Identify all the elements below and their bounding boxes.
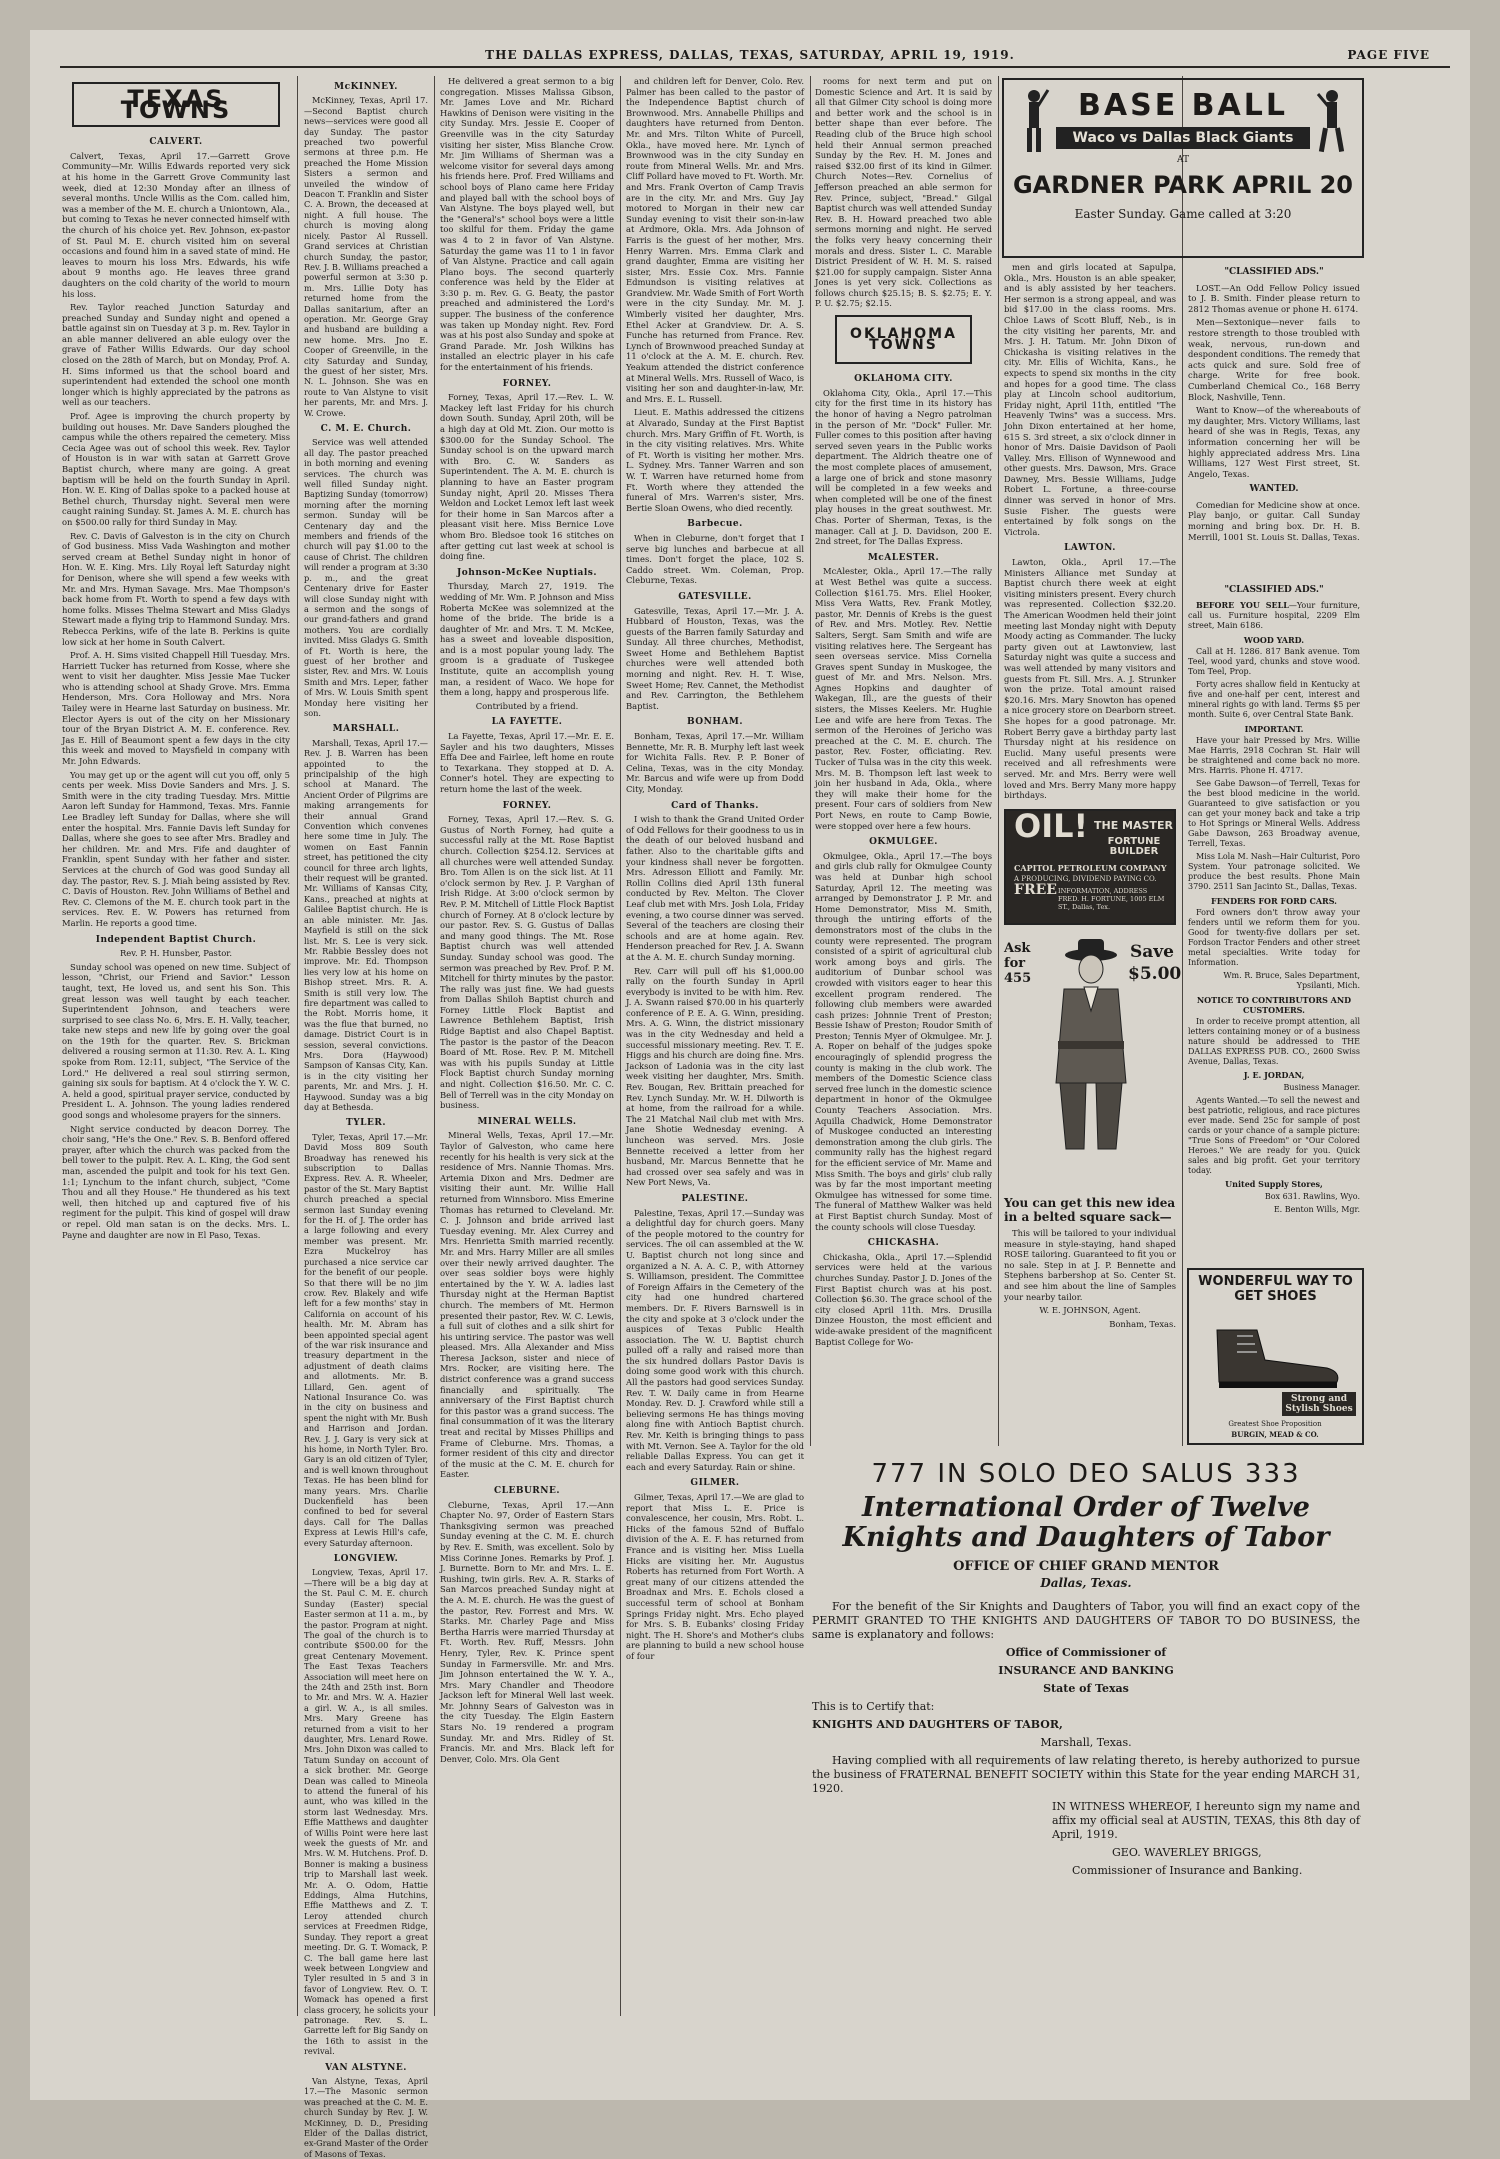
calvert-article: You may get up or the agent will cut you off, only 5 cents per week. Miss Dovie Sanders and Mrs. J. S. Smith were in the city trading Tuesday. Mrs. Mittie Aaron left Sunday for Hammond, Texas. Mrs. Fannie Lee Bradley left Sunday for Dallas, where she will enter the hospital. Mrs. Fannie Davis left Sunday for Dallas, where she goes to see after Mrs. Bradley and her children. Mr. and Mrs. Fife and daughter of Franklin, spent Sunday with her father and sister. Services at the church of God was good Sunday all day. The pastor, Rev. S. J. Miah being assisted by Rev. C. Davis of Houston. Rev. John Williams of Bethel and Rev. C. Clemons of the M. E. church took part in the services. Rev. E. W. Powers has returned from Marlin. He reports a good time. [62, 769, 290, 928]
independent-baptist-heading: Independent Baptist Church. [95, 934, 257, 945]
tabor-signer: GEO. WAVERLEY BRIGGS, [1112, 1846, 1262, 1859]
forney-article-2: Forney, Texas, April 17.—Rev. S. G. Gustus of North Forney, had quite a successful rally at the Mt. Rose Baptist church. Collection $254.12. Services at all churches were well attended Sunday. Bro. Tom Allen is on the sick list. At 11 o'clock sermon by Rev. J. P. Varghan of Irish Ridge. At 3:00 o'clock sermon by Rev. P. M. Mitchell of Little Flock Baptist church of Forney. At 8 o'clock lecture by our pastor. Rev. S. G. Gustus of Dallas and many good things. The Mt. Rose Baptist church was well attended Sunday. Sunday school was good. The sermon was preached by Rev. Prof. P. M. Mitchell for thirty minutes by the pastor. The rally was just fine. We had guests from Dallas Shiloh Baptist church and Forney Little Flock Baptist and Lawrence Bethlehem Baptist, Irish Ridge Baptist and also Chapel Baptist. The pastor is the pastor of the Deacon Board of Mt. Rose. Rev. P. M. Mitchell was with his pupils Sunday at Little Flock Baptist church Sunday morning and night. Collection $16.50. Mr. C. C. Bell of Terrell was in the city Monday on business. [440, 814, 614, 1111]
mcalester-article: McAlester, Okla., April 17.—The rally at West Bethel was quite a success. Collection $161.75. Mrs. Eliel Hooker, Miss Vera Watts, Rev. Frank Motley, pastor, Mr. Dennis of Krebs is the guest of Rev. and Mrs. Motley. Rev. Nettie Salters, Sergt. Sam Smith and wife are visiting relatives here. The Sergeant has seen overseas service. Miss Cornelia Graves spent Sunday in Muskogee, the guest of Mr. and Mrs. Nelson. Mrs. Agnes Hopkins and daughter of Wakegan, Ill., are the guests of their sisters, the Misses Keelers. Mr. Hughie Lee and wife are here from Texas. The sermon of the Heroines of Jericho was preached at the C. M. E. church. The pastor, Rev. Foster, officiating. Rev. Tucker of Tulsa was in the city this week. Mrs. M. B. Thompson left last week to join her husband in Ada, Okla., where they will make their home for the present. Four cars of soldiers from New Port News, en route to Camp Bowie, were stopped over here a few hours. [815, 566, 992, 831]
cme-church-article: Service was well attended all day. The pastor preached in both morning and evening services. The church was well filled Sunday night. Baptizing Sunday (tomorrow) morning after the morning sermon. Sunday will be Centenary day and the members and friends of the church will pay $1.00 to the cause of Christ. The children will render a program at 3:30 p. m., and the great Centenary drive for Easter will close Sunday night with a sermon and the songs of our grand-fathers and grand mothers. You are cordially invited. Miss Gladys G. Smith of Ft. Worth is here, the guest of her brother and sister, Rev. and Mrs. W. Louis Smith and Mrs. Leper, father of Mrs. W. Louis Smith spent Monday here visiting her son. [304, 437, 428, 718]
okmulgee-article: Okmulgee, Okla., April 17.—The boys and girls club rally for Okmulgee County was held at Dunbar high school Saturday, April 12. The meeting was arranged by Demonstrator J. P. Mr. and Home Demonstrator, Miss M. Smith, through the untiring efforts of the demonstrators most of the clubs in the county were represented. The program consisted of a spirit of agricultural club work among boys and girls. The auditorium of Dunbar school was crowded with visitors eager to hear this excellent program rendered. The following club members were awarded cash prizes: Johnnie Trent of Preston; Bessie Ishaw of Preston; Roudor Smith of Preston; Tennis Myer of Okmulgee. Mr. J. A. Roper on behalf of the judges spoke encouragingly of splendid progress the county is making in the club work. The members of the Domestic Science class served free lunch in the domestic science department in honor of the Okmulgee County Teachers Association. Mrs. Aquilla Chadwick, Home Demonstrator of Muskogee conducted an interesting demonstration among the club girls. The community rally has the highest regard for the efficient service of Mr. Mame and Miss Smith. The boys and girls' club rally was by far the most important meeting Okmulgee has witnessed for some time. The funeral of Matthew Walker was held at First Baptist church Sunday. Most of the county schools will close Tuesday. [815, 850, 992, 1232]
oil-line-2: FORTUNE BUILDER [1107, 835, 1161, 858]
page-number: PAGE FIVE [1347, 48, 1430, 62]
column-rule [810, 76, 811, 1446]
texas-towns-title: TEXAS TOWNS [72, 82, 280, 127]
tabor-office: OFFICE OF CHIEF GRAND MENTOR [953, 1559, 1219, 1574]
gilmer-heading: GILMER. [690, 1478, 740, 1489]
classified-block-2 [1188, 580, 1360, 1260]
marshall-article: Marshall, Texas, April 17.—Rev. J. B. Warren has been appointed to the principalship of the high school at Manard. The Ancient Order of Pilgrims are making arrangements for their annual Grand Convention which convenes here some time in July. The women on East Fannin street, has petitioned the city council for three arch lights, their request will be granted. Mr. Williams of Kansas City, Kans., preached at nights at Galilee Baptist church. He is an able minister. Mr. Jas. Mayfield is still on the sick list. Mr. S. Lee is very sick. Mr. Rabbie Bessley does not improve. Mr. Ed. Thompson lies very low at his home on Bishop street. Mrs. R. A. Smith is still very low. The fire department was called to the Robt. Morris home, it was the flue that burned, no damage. District Court is in session, several convictions. Mrs. Dora (Haywood) Sampson of Kansas City, Kan. is in the city visiting her parents, Mr. and Mrs. J. H. Haywood. Sunday was a big day at Bethesda. [304, 737, 428, 1112]
palestine-heading: PALESTINE. [681, 1193, 749, 1204]
cme-church-heading: C. M. E. Church. [320, 424, 412, 434]
gabe-dawson: See Gabe Dawson—of Terrell, Texas for the best blood medicine in the world. Guaranteed to give satisfaction or you can get your money back and take a trip to Hot Springs or Mineral Wells. Address Gabe Dawson, 263 Broadway avenue, Terrell, Texas. [1188, 779, 1360, 848]
column-rule [297, 76, 298, 2016]
tabor-witness: IN WITNESS WHEREOF, I hereunto sign my name and affix my official seal at AUSTIN, TEXAS, this 8th day of April, 1919. [1052, 1800, 1360, 1841]
fenders: Ford owners don't throw away your fenders until we reform them for you. Good for twenty-five dollars per set. Fordson Tractor Fenders and other street metal specialties. Write today for Information. [1188, 908, 1360, 967]
column-5 [815, 76, 992, 1456]
batter-icon [1018, 88, 1050, 154]
cleburne-article-cont: Lieut. E. Mathis addressed the citizens at Alvarado, Sunday at the First Baptist church. Mrs. Mary Griffin of Ft. Worth, is in the city visiting relatives. Mrs. White of Ft. Worth is visiting her mother. Mrs. L. Sydney. Mrs. Tanner Warren and son W. T. Warren have returned home from Ft. Worth where they attended the funeral of Mrs. Warren's sister, Mrs. Bertie Sloan Owens, who died recently. [626, 407, 804, 513]
wedding-article: Thursday, March 27, 1919. The wedding of Mr. Wm. P. Johnson and Miss Roberta McKee was solemnized at the home of the bride. The bride is a daughter of Mr. and Mrs. T. M. McKee, has a sweet and loveable disposition, and is a most popular young lady. The groom is a graduate of Tuskegee Institute, quite an accomplish young man, a resident of Waco. We hope for them a long, happy and prosperous life. [440, 581, 614, 698]
classified-wanted: Comedian for Medicine show at once. Play banjo, or guitar. Call Sunday morning and bring box. Dr. H. B. Merrill, 1001 St. Louis St. Dallas, Texas. [1188, 499, 1360, 542]
independent-baptist-article: Night service conducted by deacon Dorrey. The choir sang, "He's the One." Rev. S. B. Benford offered prayer, after which the church was packed from the bell tower to the pulpit. Rev. A. L. King, the God sent man, ascended the pulpit and took for his text Gen. 1:1; Lynchum to the infant church, subject, "Come Thou and all they House." He thundered as his text well, then hitched up and captured five of his regiment for the pulpit. This kind of gospel will draw or repel. Old man satan is on the decks. Mrs. L. Payne and daughter are now in El Paso, Texas. [62, 1123, 290, 1240]
forney-heading: FORNEY. [502, 378, 552, 389]
tabor-motto: 777 IN SOLO DEO SALUS 333 [871, 1459, 1301, 1489]
calvert-article: Calvert, Texas, April 17.—Garrett Grove Community—Mr. Willis Edwards reported very sick at his home in the Garrett Grove Community last week, died at 12:30 Monday after an illness of several months. Uncle Willis as the Com. called him, was a member of the M. E. church a Uniontown, Ala., but coming to Texas he never connected himself with the church of his choice yet. Rev. Johnson, ex-pastor of St. Paul M. E. church visited him on several occasions and found him in a saved state of mind. He leaves to mourn his loss Mrs. Edwards, his wife about 9 months ago. He leaves three grand daughters on the cold charity of the world to mourn his loss. [62, 150, 290, 299]
tabor-marshall: Marshall, Texas. [1040, 1736, 1132, 1749]
oklahoma-towns-title: OKLAHOMA TOWNS [835, 315, 972, 364]
united-supply-box: Box 631. Rawlins, Wyo. [1264, 1192, 1360, 1201]
bruce: Wm. R. Bruce, Sales Department, Ypsilanti, Mich. [1223, 971, 1360, 990]
independent-baptist-pastor: Rev. P. H. Hunsber, Pastor. [119, 948, 233, 959]
column-4 [626, 76, 804, 2076]
tabor-dept-2: INSURANCE AND BANKING [998, 1664, 1174, 1677]
tyler-article: Tyler, Texas, April 17.—Mr. David Moss 809 South Broadway has renewed his subscription to Dallas Express. Rev. A. R. Wheeler, pastor of the St. Mary Baptist church preached a special sermon last Sunday evening for the H. of J. The order has a large following and every member was present. Mr. Ezra Muckelroy has purchased a nice service car for the benefit of our people. So that there will be no jim crow. Rev. Blakely and wife left for a few months' stay in California on account of his health. Mr. M. Abram has been appointed special agent of the war risk insurance and treasury department in the adjustment of death claims and allotments. Mr. B. Lillard, Gen. agent of National Insurance Co. was in the city on business and spent the night with Mr. Bush and Harrison and Jordan. Rev. J. J. Gary is very sick at his home, in North Tyler. Bro. Gary is an old citizen of Tyler, and is well known throughout Texas. He has been blind for many years. Mrs. Charlie Duckenfield has been confined to bed for several days. Call for The Dallas Express at Lewis Hill's cafe, every Saturday afternoon. [304, 1131, 429, 1548]
suit-headline: You can get this new idea in a belted square sack— [1004, 1196, 1176, 1224]
bonham-article-cont: Rev. Carr will pull off his $1,000.00 rally on the fourth Sunday in April everybody is invited to be with him. Rev. J. A. Swann raised $70.00 in his quarterly conference of P. E. A. G. Winn, presiding. Mrs. A. G. Winn, the district missionary was in the city Wednesday and held a successful missionary meeting. Rev. T. E. Higgs and his church are doing fine. Mrs. Jackson of Ladonia was in the city last week visiting her daughter, Mrs. Smith. Rev. Bougan, Rev. Brittain preached for Rev. Lynch Sunday. Mr. W. H. Dilworth is at home, from the railroad for a while. The 21 Matchal Nail club met with Mrs. Jane Shotie Wednesday evening. A luncheon was served. Mrs. Josie Bennette received a letter from her husband, Mr. Marcus Bennette that he had crossed over sea safely and was in New Port News, Va. [626, 965, 804, 1188]
wood-yard: Call at H. 1286. 817 Bank avenue. Tom Teel, wood yard, chunks and stove wood. Tom Teel, Prop. [1188, 647, 1360, 676]
united-supply: United Supply Stores, [1225, 1179, 1323, 1189]
classified-heading: "CLASSIFIED ADS." [1224, 267, 1324, 277]
notice-heading: NOTICE TO CONTRIBUTORS AND CUSTOMERS. [1196, 995, 1352, 1015]
column-rule [998, 76, 999, 1446]
column-2 [304, 76, 429, 2159]
forney-article: Forney, Texas, April 17.—Rev. L. W. Mackey left last Friday for his church down South. Sunday, April 20th, will be a high day at Old Mt. Zion. Our motto is $300.00 for the Sunday School. The Sunday school is on the upward march with Bro. C. W. Sanders as Superintendent. The A. M. E. church is planning to have an Easter program Sunday night, April 20. Misses Thera Weldon and Locket Lemox left last week for their home in San Marcos after a pleasant visit here. Miss Bernice Love whom Bro. Bledsoe took 16 stitches on after getting cut last week at school is doing fine. [440, 392, 614, 562]
important-hair: Have your hair Pressed by Mrs. Willie Mae Harris, 2918 Cochran St. Hair will be straightened and come back no more. Mrs. Harris. Phone H. 4717. [1188, 736, 1360, 775]
marshall-heading: MARSHALL. [332, 724, 400, 735]
palestine-article: Palestine, Texas, April 17.—Sunday was a delightful day for church goers. Many of the people motored to the country for services. The oil can assembled at the W. U. Baptist church not long since and organized a N. A. A. C. P., with Attorney S. Williamson, president. The Committee of Foreign Affairs in the Cemetery of the city had one hundred chartered members. Dr. F. Rivers Barnswell is in the city and spoke at 3 o'clock under the auspices of Texas Public Health association. The W. U. Baptist church pulled off a rally and raised more than the six hundred dollars Pastor Davis is doing some good work with this church. All the pastors had good services Sunday. Rev. T. W. Daily came in from Hearne Monday. Rev. D. J. Crawford while still a believing sermons He has things moving along fine with Antioch Baptist church. Rev. Mr. Keith is bringing things to pass with Mt. Vernon. See A. Taylor for the old reliable Dallas Express. You can get it each and every Saturday. Rain or shine. [626, 1207, 804, 1472]
gatesville-heading: GATESVILLE. [678, 591, 752, 602]
independent-baptist-article: Sunday school was opened on new time. Subject of lesson, "Christ, our Friend and Savior." Lesson taught, text, He loved us, and sent his Son. This great lesson was well taught by each teacher. Superintendent Johnson, and teachers were surprised to see class No. 6, Mrs. E. H. Vally, teacher, take new steps and new life by going over the goal on the 19th for the quarter. Rev. S. Brickman delivered a rousing sermon at 11:30. Rev. A. L. King spoke from Rom. 12:11, subject, "The Service of the Lord." He delivered a real soul stirring sermon, gaining six souls for baptism. At 4 o'clock the Y. W. C. A. held a good, spiritual prayer service, conducted by President L. A. Johnson. The young ladies rendered good songs and wholesome prayers for the sinners. [62, 961, 290, 1121]
shoe-strong: Strong and Stylish Shoes [1282, 1392, 1356, 1416]
tabor-certify: This is to Certify that: [812, 1700, 935, 1713]
shoe-title: WONDERFUL WAY TO GET SHOES [1198, 1274, 1353, 1304]
classified-want-to-know: Want to Know—of the whereabouts of my daughter, Mrs. Victory Williams, last heard of she was in Regis, Texas, any information concerning her will be highly appreciated address Mrs. Lina Williams, 127 West First street, St. Angelo, Texas. [1188, 405, 1360, 479]
okmulgee-heading: OKMULGEE. [869, 837, 938, 848]
tabor-dept: Office of Commissioner of [1005, 1646, 1167, 1659]
mckinney-article: McKinney, Texas, April 17.—Second Baptist church news—services were good all day Sunday. The pastor preached two powerful sermons at three p.m. He preached the Home Mission Sisters a sermon and unveiled the window of Deacon T. Franklin and Sister C. A. Brown, the deceased at night. A full house. The church is moving along nicely. Pastor Al Russell. Grand services at Christian church Sunday, the pastor, Rev. J. B. Williams preached a powerful sermon at 3:30 p. m. Mrs. Lillie Doty has returned home from the Dallas sanitarium, after an operation. Mr. George Gray and husband are building a new home. Mrs. Jno E. Cooper of Greenville, in the city Saturday and Sunday, the guest of her sister, Mrs. N. L. Johnson. She was en route to Van Alstyne to visit her parents, Mr. and Mrs. J. W. Crowe. [304, 95, 428, 418]
tabor-intro: For the benefit of the Sir Knights and Daughters of Tabor, you will find an exact copy of the PERMIT GRANTED TO THE KNIGHTS AND DAUGHTERS OF TABOR TO DO BUSINESS, the same is explanatory and follows: [812, 1600, 1360, 1641]
tabor-city: Dallas, Texas. [1040, 1576, 1132, 1590]
column-3 [440, 76, 614, 2076]
oil-headline: OIL! [1014, 806, 1089, 845]
mcalester-heading: McALESTER. [867, 552, 940, 563]
column-1 [62, 76, 290, 2076]
mckinney-heading: McKINNEY. [334, 82, 398, 92]
oil-company-desc: A PRODUCING, DIVIDEND PAYING CO. [1014, 874, 1157, 883]
cleburne-article-cont: and children left for Denver, Colo. Rev. Palmer has been called to the pastor of the Independence Baptist church of Brownwood. Mrs. Annabelle Phillips and daughters have returned from Denton. Mr. and Mrs. Tilton White of Purcell, Okla., have moved here. Mr. Lynch of Brownwood was in the city Sunday en route from Mineral Wells. Mr. and Mrs. Cliff Pollard have moved to Ft. Worth. Mr. and Mrs. Frank Overton of Camp Travis are in the city. Mr. and Mrs. Guy Jay motored to Morgan in their new car Sunday evening to visit their son-in-law at Ardmore, Okla. Mrs. Ada Johnson of Farris is the guest of her mother, Mrs. Henry Warren. Mrs. Emma Clark and grand daughter, Emma are visiting her sister, Mrs. Essie Cox. Mrs. Fannie Edmundson is visiting relatives at Grandview. Mr. Wade Smith of Fort Worth were in the city Sunday. Mr. M. J. Wimberly visited her daughter, Mrs. Ethel Acker at Grandview. Dr. A. S. Funche has returned from France. Rev. Lynch of Brownwood preached Sunday at 11 o'clock at the A. M. E. church. Rev. Yeakum attended the district conference at Mineral Wells. Mrs. Russell of Waco, is visiting her son and daughter-in-law, Mr. and Mrs. E. L. Russell. [626, 76, 804, 404]
shoe-ad [1187, 1268, 1364, 1445]
jordan-title: Business Manager. [1283, 1083, 1360, 1092]
mineral-wells-heading: MINERAL WELLS. [477, 1116, 577, 1127]
baseball-matchup: Waco vs Dallas Black Giants [1056, 127, 1310, 149]
cleburne-heading: CLEBURNE. [493, 1486, 560, 1496]
lafayette-article: La Fayette, Texas, April 17.—Mr. E. E. Sayler and his two daughters, Misses Effa Dee and Fairlee, left home en route to Texarkana. They stopped at D. A. Conner's hotel. They are expecting to return home the last of the week. [440, 731, 614, 794]
mineral-wells-article: Mineral Wells, Texas, April 17.—Mr. Taylor of Galveston, who came here recently for his health is very sick at the residence of Mrs. Nannie Thomas. Mrs. Artemia Dixon and Mrs. Dedmer are visiting their aunt. Mr. Willie Hall returned from Winnsboro. Miss Emerine Thomas has returned to Cleveland. Mr. C. J. Johnson and bride arrived last Tuesday evening. Mr. Alex Currey and Mrs. Henrietta Smith married recently. Mr. and Mrs. Harry Miller are all smiles over their newly arrived daughter. The over seas soldier boys were highly entertained by the Y. W. A. ladies last Thursday night at the Herman Baptist church. The members of Mt. Hermon presented their pastor, Rev. W. C. Lewis, a full suit of clothes and a silk shirt for his untiring service. The pastor was well pleased. Mrs. Alla Alexander and Miss Theresa Jackson, sister and niece of Mrs. Rocker, are visiting here. The district conference was a grand success financially and spiritually. The anniversary of the First Baptist church for this pastor was a grand success. The final consummation of it was the literary treat and recital by Misses Phillips and Frame of Cleburne. Mrs. Thomas, a former resident of this city and director of the music at the C. M. E. church for Easter. [440, 1130, 614, 1480]
lafayette-heading: LA FAYETTE. [491, 717, 563, 728]
column-rule [1182, 76, 1183, 1446]
tabor-state: State of Texas [1043, 1682, 1129, 1695]
tabor-order-title: International Order of Twelve Knights and Daughters of Tabor [842, 1492, 1330, 1553]
shoe-icon [1207, 1310, 1347, 1390]
wedding-credit: Contributed by a friend. [475, 700, 579, 711]
bonham-heading: BONHAM. [687, 717, 743, 728]
wood-yard-heading: WOOD YARD. [1243, 635, 1305, 645]
masthead-text: THE DALLAS EXPRESS, DALLAS, TEXAS, SATURDAY, APRIL 19, 1919. [485, 48, 1015, 62]
classified-wanted-heading: WANTED. [1249, 484, 1299, 495]
card-of-thanks: I wish to thank the Grand United Order of Odd Fellows for their goodness to us in the death of our beloved husband and father. Also to the charitable gifts and your kindness shall never be forgotten. Mrs. Adresson Elliott and Family. Mr. Rollin Collins died April 13th funeral conducted by Rev. Melton. The Clover Leaf club met with Mrs. Josh Lola, Friday evening, a two course dinner was served. Several of the teachers are closing their schools and are at home again. Rev. Henderson preached for Rev. J. A. Swann at the A. M. E. church Sunday morning. [626, 814, 804, 962]
calvert-article: Prof. A. H. Sims visited Chappell Hill Tuesday. Mrs. Harriett Tucker has returned from Kosse, where she went to visit her daughter. Miss Jessie Mae Tucker who is attending school at Shady Grove. Mrs. Emma Henderson, Mrs. Cora Holloway and Mrs. Nora Tailey were in Hearne last Saturday on business. Mr. Elector Ayers is out of the city on her Missionary tour of the Bryan District A. M. E. conference. Rev. Jas E. Hill of Beaumont spent a few days in the city this week and moved to Maysfield in company with Mr. John Edwards. [62, 650, 290, 767]
gilmer-article-cont: rooms for next term and put on Domestic Science and Art. It is said by all that Gilmer City school is doing more and better work and the school is in better shape than ever before. The Reading club of the Bruce high school held their Annual sermon preached Sunday by the Rev. H. M. Jones and raised $32.00 first of its kind in Gilmer. Church Notes—Rev. Cornelius of Jefferson preached an able sermon for Rev. Prince, subject, "Bread." Gilgal Baptist church was well attended Sunday Rev. B. H. Howard preached two able sermons morning and night. He served the folks very heavy concerning their morals and dress. Sister L. C. Marable District President of W. H. M. S. raised $21.00 for supply campaign. Sister Anna Jones is yet very sick. Collections as follows church $25.15; B. S. $2.75; E. Y. P. U. $2.75; $2.15. [815, 76, 992, 309]
gilmer-article: Gilmer, Texas, April 17.—We are glad to report that Miss L. E. Price is convalescence, her cousin, Mrs. Robt. L. Hicks of the famous 52nd of Buffalo division of the A. E. F. has returned from France and is visiting her. Miss Luella Hicks are visiting her. Mr. Augustus Roberts has returned from Fort Worth. A great many of our citizens attended the Broadnax and Mrs. E. Echols closed a successful term of school at Bonham Springs Friday night. Mrs. Echo played for Mrs. S. B. Eubanks' closing Friday night. The H. Shore's and Mother's clubs are planning to build a new school house of four [626, 1492, 804, 1661]
before-you-sell: —Your furniture, call us. Furniture hospital, 2209 Elm street, Main 6186. [1188, 601, 1360, 630]
gatesville-article: Gatesville, Texas, April 17.—Mr. J. A. Hubbard of Houston, Texas, was the guests of the Barren family Saturday and Sunday. All three churches, Methodist, Sweet Home and Bethlehem Baptist churches were well attended both morning and night. Rev. H. T. Wise, Sweet Home; Rev. Cannet, the Methodist and Rev. Carrington, the Bethlehem Baptist. [626, 605, 804, 711]
tabor-body [812, 1600, 1360, 1878]
oil-company: CAPITOL PETROLEUM COMPANY [1014, 862, 1167, 873]
tabor-notice [812, 1453, 1360, 1882]
suit-ad-copy [1004, 1196, 1176, 1436]
united-supply-mgr: E. Benton Wills, Mgr. [1273, 1205, 1360, 1214]
lawton-heading: LAWTON. [1064, 543, 1116, 554]
suit-save: Save $5.00 [1128, 941, 1182, 984]
column-rule [434, 76, 435, 2016]
suit-body: This will be tailored to your individual measure in style-staying, hand shaped ROSE tailoring. Guaranteed to fit you or no sale. Step in at J. P. Bennette and Stephens barbershop at So. Center St. and see him about the line of Samples your nearby tailor. [1004, 1228, 1176, 1302]
baseball-venue: GARDNER PARK APRIL 20 [1012, 171, 1353, 199]
oil-ad [1004, 806, 1176, 925]
cleburne-article: Cleburne, Texas, April 17.—Ann Chapter No. 97, Order of Eastern Stars Thanksgiving sermon was preached Sunday evening at the C. M. E. church by Rev. E. Smith, was excellent. Solo by Miss Corinne Jones. Remarks by Prof. J. J. Burnette. Born to Mr. and Mrs. L. E. Rushing, twin girls. Rev. A. R. Starks of San Marcos preached Sunday night at the A. M. E. church. He was the guest of the pastor, Rev. Forrest and Mrs. W. Starks. Mr. Charley Page and Miss Bertha Harris were married Thursday at Ft. Worth. Rev. Ruff, Messrs. John Henry, Tyler, Rev. K. Prince spent Sunday in Farmersville. Mr. and Mrs. Jim Johnson entertained the W. Y. A., Mrs. Mary Chandler and Theodore Jackson left for Mineral Well last week. Mr. Johnny Sears of Galveston was in the city Tuesday. The Elgin Eastern Stars No. 19 rendered a program Sunday. Mr. and Mrs. Ridley of St. Francis. Mr. and Mrs. Black left for Denver, Colo. Mrs. Ola Gent [440, 1499, 614, 1764]
suit-city: Bonham, Texas. [1109, 1318, 1176, 1329]
suit-agent: W. E. JOHNSON, Agent. [1039, 1305, 1141, 1316]
masthead [40, 48, 1460, 62]
calvert-heading: CALVERT. [149, 137, 203, 148]
chickasha-article-cont: men and girls located at Sapulpa, Okla., Mrs. Houston is an able speaker, and is ably assisted by her teachers. Her sermon is a strong appeal, and was bid $17.00 in the class rooms. Mrs. Chloe Laws of Scott Bluff, Neb., is in the city visiting her parents, Mr. and Mrs. J. H. Tatum. Mr. John Dixon of Chickasha is visiting relatives in the city. Mr. Ellis of Wichita, Kans., he expects to spend six months in the city and hopes for a good time. The class play at Lincoln school auditorium, Friday night, April 11th, entitled "The Heavenly Twins" was a success. Mrs. John Dixon entertained at her home, 615 S. 3rd street, a six o'clock dinner in honor of Mrs. Daisie Davidson of Paoli Valley. Mrs. Ellison of Wynnewood and other guests. Mrs. Dawson, Mrs. Grace Dawney, Mrs. Bessie Williams, Judge Robert L. Fortune, a three-course dinner was served in honor of Mrs. Susie Fisher. The guests were entertained by folk songs on the Victrola. [1004, 262, 1176, 537]
van-alstyne-article: Van Alstyne, Texas, April 17.—The Masonic sermon was preached at the C. M. E. church Sunday by Rev. J. W. McKinney, D. D., Presiding Elder of the Dallas district, ex-Grand Master of the Order of Masons of Texas. [304, 2075, 428, 2159]
lola-nash: Miss Lola M. Nash—Hair Culturist, Poro System. Your patronage solicited. We produce the best results. Phone Main 3790. 2511 San Jacinto St., Dallas, Texas. [1188, 852, 1360, 891]
oklahoma-city-article: Oklahoma City, Okla., April 17.—This city for the first time in its history has the honor of having a Negro patrolman in the person of Mr. "Dock" Fuller. Mr. Fuller comes to this position after having served seven years in the Public works department. The Aldrich theatre one of the most complete places of amusement, a large one of brick and stone masonry will be completed in a few weeks and when completed will be one of the finest play houses in the great southwest. Mr. Chas. Porter of Sherman, Texas, is the manager. Call at J. D. Davidson, 200 E. 2nd street, for The Dallas Express. [815, 387, 992, 547]
oil-info: INFORMATION, ADDRESS FRED. H. FORTUNE, 1005 ELM ST., Dallas, Tex. [1058, 886, 1165, 911]
column-rule [620, 76, 621, 2016]
before-you-sell-heading: BEFORE YOU SELL [1196, 600, 1289, 610]
baseball-at: AT [1176, 155, 1189, 165]
card-of-thanks-heading: Card of Thanks. [671, 800, 759, 811]
chickasha-heading: CHICKASHA. [867, 1238, 940, 1249]
van-alstyne-article-cont: He delivered a great sermon to a big congregation. Misses Malissa Gibson, Mr. James Love and Mr. Richard Hawkins of Denison were visiting in the city Sunday. Mrs. Jessie E. Cooper of Greenville was in the city Saturday visiting her sister, Miss Blanche Crow. Mr. Jim Williams of Sherman was a welcome visitor for several days among his friends here. Prof. Fred Williams and school boys of Plano came here Friday and played ball with the school boys of Van Alstyne. The boys played well, but the "General's" school boys were a little too skilful for them. Friday the game was 4 to 2 in favor of Van Alstyne. Saturday the game was 11 to 1 in favor of Van Alstyne. Practice and call again Plano boys. The second quarterly conference was held by the Elder at 3:30 p. m. Rev. G. G. Beaty, the pastor preached and administered the Lord's supper. The business of the conference was taken up Monday night. Rev. Ford was at his post also Sunday and spoke at Grand Parade. Mr. Josh Wilkins has installed an electric player in his cafe for the entertainment of his friends. [440, 76, 615, 373]
tyler-heading: TYLER. [346, 1118, 386, 1129]
baseball-note: Easter Sunday. Game called at 3:20 [1074, 207, 1292, 221]
shoe-greatest: Greatest Shoe Proposition [1228, 1420, 1322, 1428]
agents-wanted: Agents Wanted.—To sell the newest and best patriotic, religious, and race pictures ever made. Send 25c for sample of post cards or your chance of a sample picture: "True Sons of Freedom" or "Our Colored Heroes." We are ready for you. Quick sales and big profit. Get your territory today. [1188, 1096, 1360, 1175]
column-6 [1004, 262, 1182, 1192]
calvert-article: Prof. Agee is improving the church property by building out houses. Mr. Dave Sanders ploughed the campus while the others repaired the cemetery. Miss Cecia Agee was out of school this week. Rev. Taylor of Houston is in war with satan at Garrett Grove Baptist church, where many are going. A great baptism will be held on the fourth Sunday in April. Hon. W. E. King of Dallas spoke to a packed house at Bethel church, Thursday night. Several men were caught raining Sunday. St. James A. M. E. church has on $500.00 rally for third Sunday in May. [62, 411, 290, 527]
calvert-article: Rev. Taylor reached Junction Saturday and preached Sunday and Sunday night and opened a battle against sin on Tuesday at 3 p. m. Rev. Taylor in an able manner delivered an able eulogy over the grave of Father Willis Edwards. Our day school closed on the 28th of March, but on Monday, Prof. A. H. Sims informed us that the school board and superintendent had extended the school one month longer which is highly appreciated by the patrons as well as our teachers. [62, 302, 290, 408]
oil-free: FREE [1014, 881, 1057, 898]
suit-ad-top [1004, 933, 1182, 1153]
longview-article: Longview, Texas, April 17.—There will be a big day at the St. Paul C. M. E. church Sunday (Easter) special Easter sermon at 11 a. m., by the pastor. Program at night. The goal of the church is to contribute $500.00 for the great Centenary Movement. The East Texas Teachers Association will meet here on the 24th and 25th inst. Born to Mr. and Mrs. W. A. Hazier a girl. W. A., is all smiles. Mrs. Mary Greene has returned from a visit to her daughter, Mrs. Lenard Rowe. Mrs. John Dixon was called to Tatum Sunday on account of a sick brother. Mr. George Dean was called to Mineola to attend the funeral of his aunt, who was killed in the storm last Wednesday. Mrs. Effie Matthews and daughter of Willis Point were here last week the guests of Mr. and Mrs. W. M. Hutchens. Prof. D. Bonner is making a business trip to Marshall last week. Mr. A. O. Odom, Hattie Eddings, Alma Hutchins, Effie Matthews and Z. T. Leroy attended church services at Freedmen Ridge, Sunday. They report a great meeting. Dr. G. T. Womack, P. C. The ball game here last week between Longview and Tyler resulted in 5 and 3 in favor of Longview. Rev. O. T. Womack has opened a first class grocery, he solicits your patronage. Rev. S. L. Garrette left for Big Sandy on the 16th to assist in the revival. [304, 1567, 428, 2057]
classified-heading-2: "CLASSIFIED ADS." [1224, 585, 1324, 595]
chickasha-article: Chickasha, Okla., April 17.—Splendid services were held at the various churches Sunday. Pastor J. D. Jones of the First Baptist church was at his post. Collection $6.30. The grace school of the city closed April 11th. Mrs. Drusilla Dinzee Houston, the most efficient and wide-awake president of the magnificent Baptist College for Wo- [815, 1251, 992, 1347]
shoe-company: BURGIN, MEAD & CO. [1231, 1430, 1319, 1439]
forney-heading-2: FORNEY. [502, 800, 552, 811]
suit-ask-for: Ask for 455 [1004, 940, 1032, 986]
baseball-ad [1002, 78, 1364, 258]
classified-men: Men—Sextonique—never fails to restore strength to those troubled with weak, nervous, run-down and despondent conditions. The remedy that acts quick and sure. Sold free of charge. Write for free book. Cumberland Chemical Co., 168 Berry Block, Nashville, Tenn. [1188, 317, 1360, 402]
van-alstyne-heading: VAN ALSTYNE. [325, 2062, 407, 2073]
oil-line-1: THE MASTER [1094, 818, 1173, 832]
bonham-article: Bonham, Texas, April 17.—Mr. William Bennette, Mr. R. B. Murphy left last week for Wichita Falls. Rev. P. P. Boner of Celina, Texas, was in the city Monday. Mr. Barcus and wife were up from Dodd City, Monday. [626, 731, 804, 794]
suit-man-illustration [1046, 933, 1136, 1153]
fenders-heading: FENDERS FOR FORD CARS. [1211, 896, 1337, 906]
lawton-article: Lawton, Okla., April 17.—The Ministers Alliance met Sunday at Baptist church there week at eight visiting ministers present. Every church was represented. Collection $32.20. The American Woodmen held their joint meeting last Monday night with Deputy Moody acting as Commander. The lucky party given out at Lawtonview, last Saturday night was quite a success and was well attended by many visitors and guests from Ft. Sill. Mrs. A. J. Strunker won the prize. Total amount raised $20.16. Mrs. Mary Snowton has opened a nice grocery store on Dearborn street. She hopes for a good patronage. Mr. Robert Berry gave a birthday party last Thursday night at his residence on Euclid. Many useful presents were received and all refreshments were served. Mr. and Mrs. Berry were well loved and Mrs. Berry Many more happy birthdays. [1004, 557, 1176, 801]
longview-heading: LONGVIEW. [333, 1554, 399, 1565]
baseball-title: BASE BALL [1078, 88, 1288, 123]
pitcher-icon [1316, 88, 1348, 154]
classified-lost: LOST.—An Odd Fellow Policy issued to J. B. Smith. Finder please return to 2812 Thomas avenue or phone H. 6174. [1188, 282, 1360, 314]
wedding-heading: Johnson-McKee Nuptials. [457, 567, 597, 578]
forty-acres: Forty acres shallow field in Kentucky at five and one-half per cent, interest and mineral rights go with land. Terms $5 per month. Suite 6, over Central State Bank. [1188, 680, 1360, 719]
tabor-knights: KNIGHTS AND DAUGHTERS OF TABOR, [812, 1718, 1063, 1731]
tabor-signer-title: Commissioner of Insurance and Banking. [1072, 1864, 1303, 1877]
barbecue-notice: When in Cleburne, don't forget that I serve big lunches and barbecue at all times. Don't forget the place, 102 S. Caddo street. Wm. Coleman, Prop. Cleburne, Texas. [626, 532, 804, 586]
notice: In order to receive prompt attention, all letters containing money or of a business nature should be addressed to THE DALLAS EXPRESS PUB. CO., 2600 Swiss Avenue, Dallas, Texas. [1188, 1017, 1360, 1066]
barbecue-heading: Barbecue. [687, 519, 743, 530]
calvert-article: Rev. C. Davis of Galveston is in the city on Church of God business. Miss Vada Washington and mother served cream at Bethel Sunday night in honor of Hon. W. E. King. Mrs. Lily Royal left Saturday night for Denison, where she will spend a few weeks with Mr. and Mrs. Hyman Savage. Mrs. Mae Thompson's back home from Ft. Worth to spend a few days with home folks. Misses Thelma Stewart and Miss Gladys Stewart made a flying trip to Hammond Sunday. Mrs. Rebecca Perkins, wife of the late B. Perkins is quite low sick at her home in South Calvert. [62, 530, 290, 647]
important-heading: IMPORTANT. [1244, 724, 1304, 734]
jordan: J. E. JORDAN, [1243, 1070, 1305, 1080]
tabor-having: Having complied with all requirements of law relating thereto, is hereby authorized to pursue the business of FRATERNAL BENEFIT SOCIETY within this State for the year ending MARCH 31, 1920. [812, 1754, 1360, 1795]
oklahoma-city-heading: OKLAHOMA CITY. [854, 374, 953, 385]
masthead-rule [60, 66, 1450, 68]
